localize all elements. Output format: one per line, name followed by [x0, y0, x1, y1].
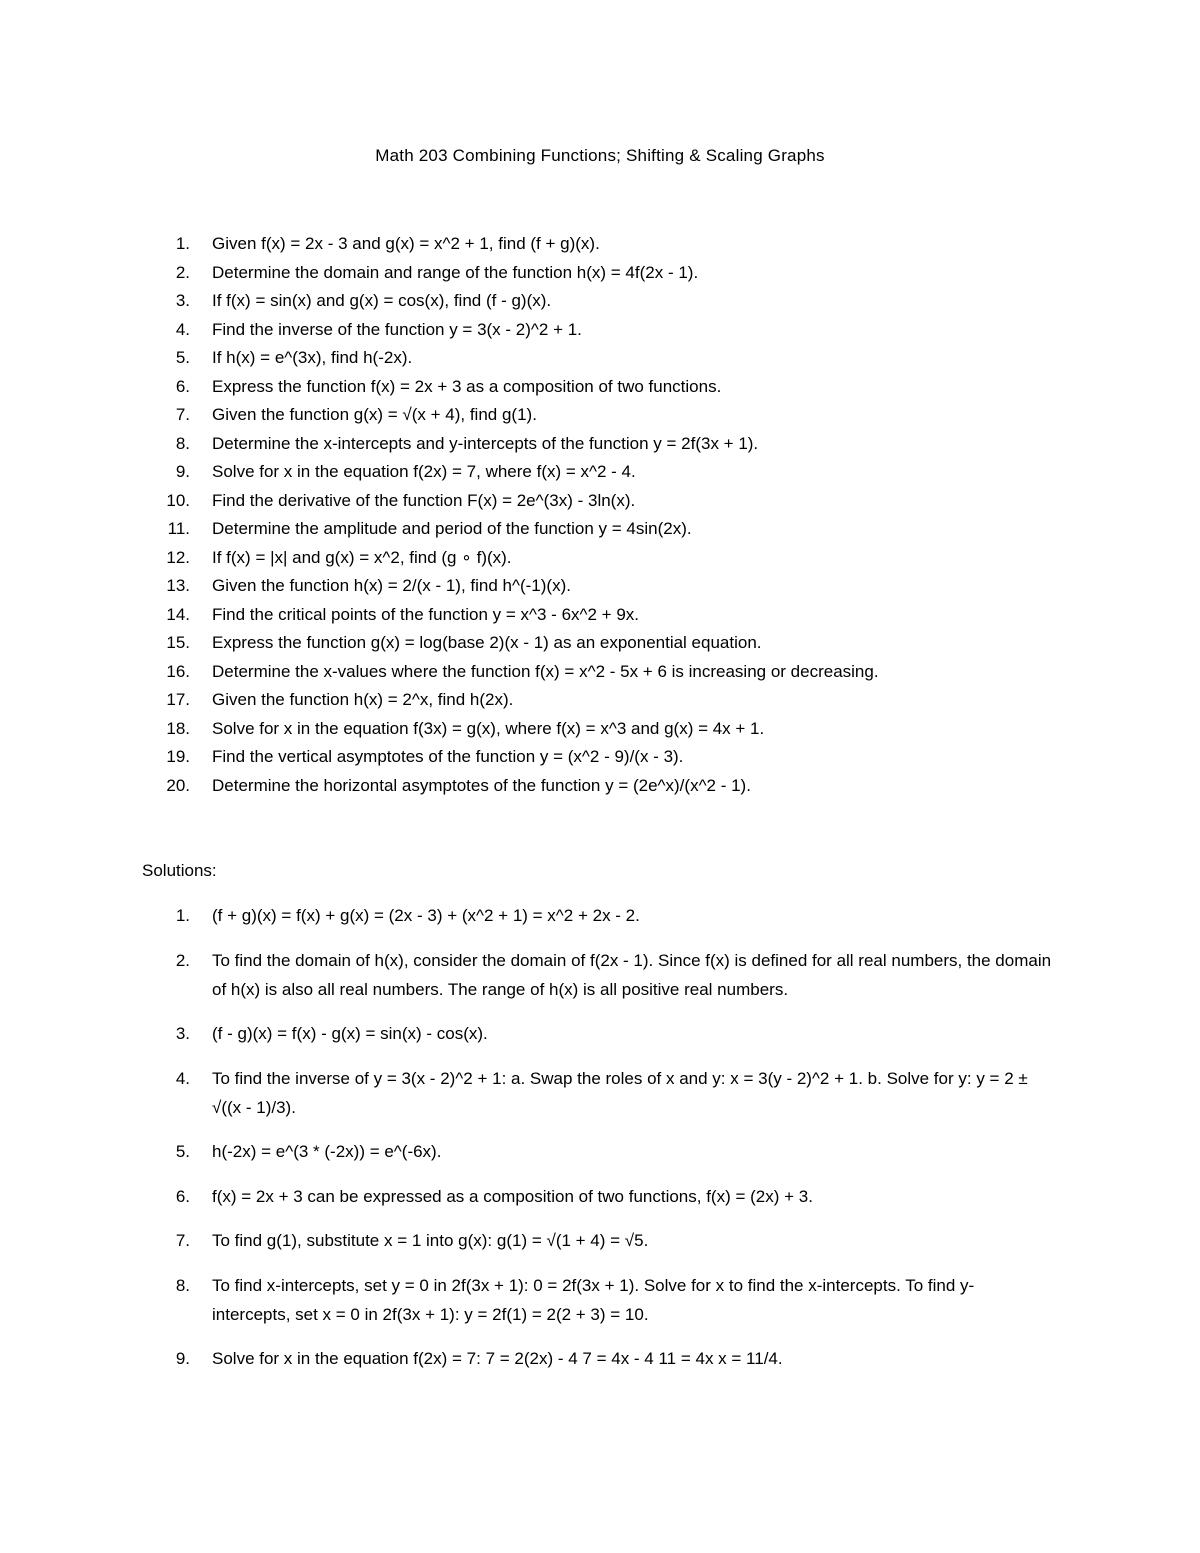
question-number: 11.: [167, 519, 190, 538]
question-number: 18.: [166, 718, 190, 738]
question-item: [0, 316, 1200, 345]
question-text: Given the function h(x) = 2/(x - 1), find h^(-1)(x).: [212, 576, 571, 595]
question-item: [0, 373, 1200, 402]
solution-number: 1.: [175, 906, 190, 925]
question-text: Determine the horizontal asymptotes of the function y = (2e^x)/(x^2 - 1).: [212, 775, 751, 795]
question-text: Determine the amplitude and period of the function y = 4sin(2x).: [212, 519, 692, 538]
question-number: 12.: [166, 547, 190, 567]
question-number: 20.: [166, 775, 190, 795]
question-item: [0, 772, 1200, 801]
question-text: Given the function g(x) = √(x + 4), find g(1).: [212, 405, 537, 424]
solution-list: [0, 901, 1200, 1389]
solution-item: [0, 1344, 1200, 1373]
solution-item: [0, 1271, 1200, 1329]
question-number: 19.: [166, 747, 190, 766]
solution-text: h(-2x) = e^(3 * (-2x)) = e^(-6x).: [212, 1142, 442, 1161]
question-item: [0, 230, 1200, 259]
question-item: [0, 515, 1200, 544]
question-number: 13.: [166, 576, 190, 595]
question-item: [0, 430, 1200, 459]
question-number: 4.: [175, 319, 190, 339]
question-text: Find the vertical asymptotes of the function y = (x^2 - 9)/(x - 3).: [212, 747, 684, 766]
question-text: Express the function g(x) = log(base 2)(x - 1) as an exponential equation.: [212, 633, 762, 652]
question-text: Given f(x) = 2x - 3 and g(x) = x^2 + 1, find (f + g)(x).: [212, 234, 600, 253]
question-text: Solve for x in the equation f(2x) = 7, where f(x) = x^2 - 4.: [212, 462, 636, 481]
question-item: [0, 544, 1200, 573]
question-number: 16.: [166, 661, 190, 681]
question-text: Find the derivative of the function F(x) = 2e^(3x) - 3ln(x).: [212, 490, 636, 510]
question-item: [0, 715, 1200, 744]
question-item: [0, 743, 1200, 772]
solution-number: 4.: [175, 1068, 190, 1088]
question-item: [0, 287, 1200, 316]
solution-number: 5.: [175, 1142, 190, 1161]
solution-number: 3.: [175, 1024, 190, 1043]
solution-number: 7.: [175, 1231, 190, 1250]
question-text: Determine the x-values where the function f(x) = x^2 - 5x + 6 is increasing or decreasing.: [212, 661, 879, 681]
question-item: [0, 344, 1200, 373]
question-text: Determine the domain and range of the function h(x) = 4f(2x - 1).: [212, 262, 699, 282]
question-text: Find the inverse of the function y = 3(x - 2)^2 + 1.: [212, 319, 582, 339]
question-text: If f(x) = |x| and g(x) = x^2, find (g ∘ f)(x).: [212, 547, 512, 567]
question-number: 2.: [175, 262, 190, 282]
solution-text: To find g(1), substitute x = 1 into g(x): g(1) = √(1 + 4) = √5.: [212, 1231, 649, 1250]
solution-text: (f + g)(x) = f(x) + g(x) = (2x - 3) + (x^2 + 1) = x^2 + 2x - 2.: [212, 906, 640, 925]
solution-item: [0, 1137, 1200, 1166]
solution-number: 6.: [175, 1186, 190, 1206]
question-number: 14.: [166, 604, 190, 624]
solution-text: Solve for x in the equation f(2x) = 7: 7 = 2(2x) - 4 7 = 4x - 4 11 = 4x x = 11/4.: [212, 1349, 783, 1368]
solution-item: [0, 1226, 1200, 1255]
question-text: Determine the x-intercepts and y-intercepts of the function y = 2f(3x + 1).: [212, 433, 759, 453]
question-number: 6.: [175, 376, 190, 396]
question-number: 1.: [175, 234, 190, 253]
question-item: [0, 658, 1200, 687]
solution-number: 8.: [175, 1275, 190, 1295]
solution-text: To find the domain of h(x), consider the domain of f(2x - 1). Since f(x) is defined for all real numbers, the domain of h(x) is also all real numbers. The range of h(x) is all positive real numbers.: [212, 950, 1052, 999]
question-text: If h(x) = e^(3x), find h(-2x).: [212, 348, 413, 367]
question-number: 5.: [175, 348, 190, 367]
question-item: [0, 686, 1200, 715]
question-number: 7.: [175, 405, 190, 424]
solution-text: To find x-intercepts, set y = 0 in 2f(3x + 1): 0 = 2f(3x + 1). Solve for x to find the x-intercepts. To find y-intercepts, set x = 0 in 2f(3x + 1): y = 2f(1) = 2(2 + 3) = 10.: [212, 1275, 975, 1324]
question-item: [0, 572, 1200, 601]
solution-item: [0, 1064, 1200, 1122]
solution-text: f(x) = 2x + 3 can be expressed as a composition of two functions, f(x) = (2x) + 3.: [212, 1186, 813, 1206]
question-item: [0, 458, 1200, 487]
solution-number: 2.: [175, 950, 190, 970]
solution-item: [0, 1182, 1200, 1211]
question-text: Find the critical points of the function y = x^3 - 6x^2 + 9x.: [212, 604, 640, 624]
question-number: 8.: [175, 433, 190, 453]
question-number: 15.: [166, 633, 190, 652]
solution-item: [0, 1019, 1200, 1048]
question-item: [0, 401, 1200, 430]
solution-item: [0, 901, 1200, 930]
document-title: Math 203 Combining Functions; Shifting & Scaling Graphs: [375, 146, 825, 165]
question-item: [0, 259, 1200, 288]
question-item: [0, 487, 1200, 516]
solution-item: [0, 946, 1200, 1004]
question-number: 9.: [175, 462, 190, 481]
question-text: Solve for x in the equation f(3x) = g(x), where f(x) = x^3 and g(x) = 4x + 1.: [212, 718, 765, 738]
question-number: 10.: [166, 490, 190, 510]
question-item: [0, 629, 1200, 658]
question-text: If f(x) = sin(x) and g(x) = cos(x), find (f - g)(x).: [212, 291, 552, 310]
question-list: [0, 230, 1200, 800]
question-number: 3.: [175, 291, 190, 310]
question-text: Given the function h(x) = 2^x, find h(2x).: [212, 690, 514, 709]
solution-number: 9.: [175, 1349, 190, 1368]
solution-text: To find the inverse of y = 3(x - 2)^2 + 1: a. Swap the roles of x and y: x = 3(y - 2)^2 + 1. b. Solve for y: y = 2 ± √((x - 1)/3).: [212, 1068, 1028, 1117]
question-number: 17.: [166, 690, 190, 709]
solution-text: (f - g)(x) = f(x) - g(x) = sin(x) - cos(x).: [212, 1024, 488, 1043]
question-text: Express the function f(x) = 2x + 3 as a composition of two functions.: [212, 376, 722, 396]
solutions-heading: Solutions:: [142, 861, 217, 880]
question-item: [0, 601, 1200, 630]
